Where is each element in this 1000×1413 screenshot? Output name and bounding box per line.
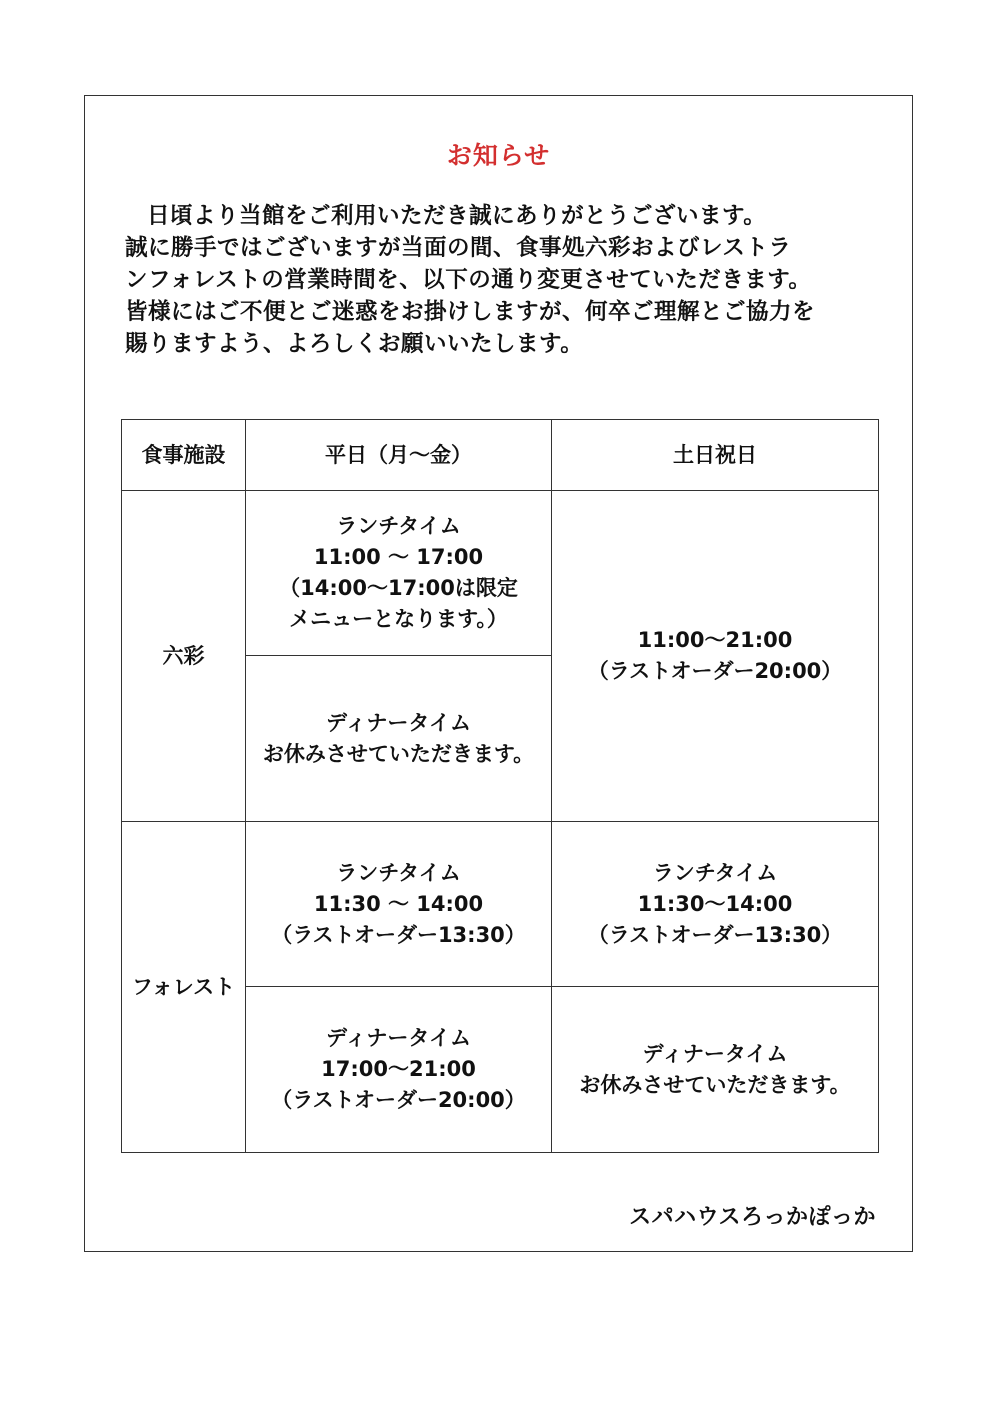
cell-line: 11:00 ～ 17:00 xyxy=(313,545,484,569)
cell-line: （14:00～17:00は限定 xyxy=(279,576,518,600)
intro-paragraph xyxy=(125,200,885,360)
cell-line: メニューとなります。） xyxy=(289,607,508,631)
cell-line: 11:30～14:00 xyxy=(637,891,793,916)
intro-line: 日頃より当館をご利用いただき誠にありがとうございます。 xyxy=(147,203,767,229)
cell-line: 11:30 ～ 14:00 xyxy=(313,891,484,916)
cell-line: お休みさせていただきます。 xyxy=(262,741,535,766)
cell-line: ディナータイム xyxy=(642,1041,788,1066)
facility-forest: フォレスト xyxy=(122,822,246,1153)
forest-holiday-dinner xyxy=(552,987,879,1153)
cell-line: ランチタイム xyxy=(652,860,778,885)
rokusai-holiday xyxy=(552,491,879,822)
forest-holiday-lunch xyxy=(552,822,879,987)
intro-line: ンフォレストの営業時間を、以下の通り変更させていただきます。 xyxy=(125,267,812,293)
facility-rokusai: 六彩 xyxy=(122,491,246,822)
cell-line: ランチタイム xyxy=(336,860,461,885)
notice-frame xyxy=(84,95,913,1252)
header-holiday: 土日祝日 xyxy=(552,420,879,491)
cell-line: （ラストオーダー13:30） xyxy=(271,922,526,947)
rokusai-weekday-dinner xyxy=(246,656,552,822)
schedule-table xyxy=(121,419,879,1153)
facility-signature: スパハウスろっかぽっか xyxy=(629,1205,876,1230)
intro-line: 賜りますよう、よろしくお願いいたします。 xyxy=(125,331,584,357)
cell-line: 11:00～21:00 xyxy=(637,628,793,652)
intro-line: 皆様にはご不便とご迷惑をお掛けしますが、何卒ご理解とご協力を xyxy=(125,299,816,325)
notice-title: お知らせ xyxy=(446,141,551,170)
forest-weekday-dinner xyxy=(246,987,552,1153)
table-row xyxy=(122,822,879,987)
cell-line: ランチタイム xyxy=(336,514,461,538)
header-facility: 食事施設 xyxy=(122,420,246,491)
cell-line: 17:00～21:00 xyxy=(321,1057,476,1081)
cell-line: ディナータイム xyxy=(326,710,471,735)
table-row xyxy=(122,491,879,656)
cell-line: ディナータイム xyxy=(326,1026,471,1050)
header-weekday: 平日（月～金） xyxy=(246,420,552,491)
table-header-row xyxy=(122,420,879,491)
rokusai-weekday-lunch xyxy=(246,491,552,656)
intro-line: 誠に勝手ではございますが当面の間、食事処六彩およびレストラ xyxy=(125,235,792,261)
forest-weekday-lunch xyxy=(246,822,552,987)
cell-line: （ラストオーダー20:00） xyxy=(587,659,843,683)
cell-line: お休みさせていただきます。 xyxy=(579,1072,851,1097)
cell-line: （ラストオーダー13:30） xyxy=(587,922,843,947)
cell-line: （ラストオーダー20:00） xyxy=(271,1088,526,1112)
